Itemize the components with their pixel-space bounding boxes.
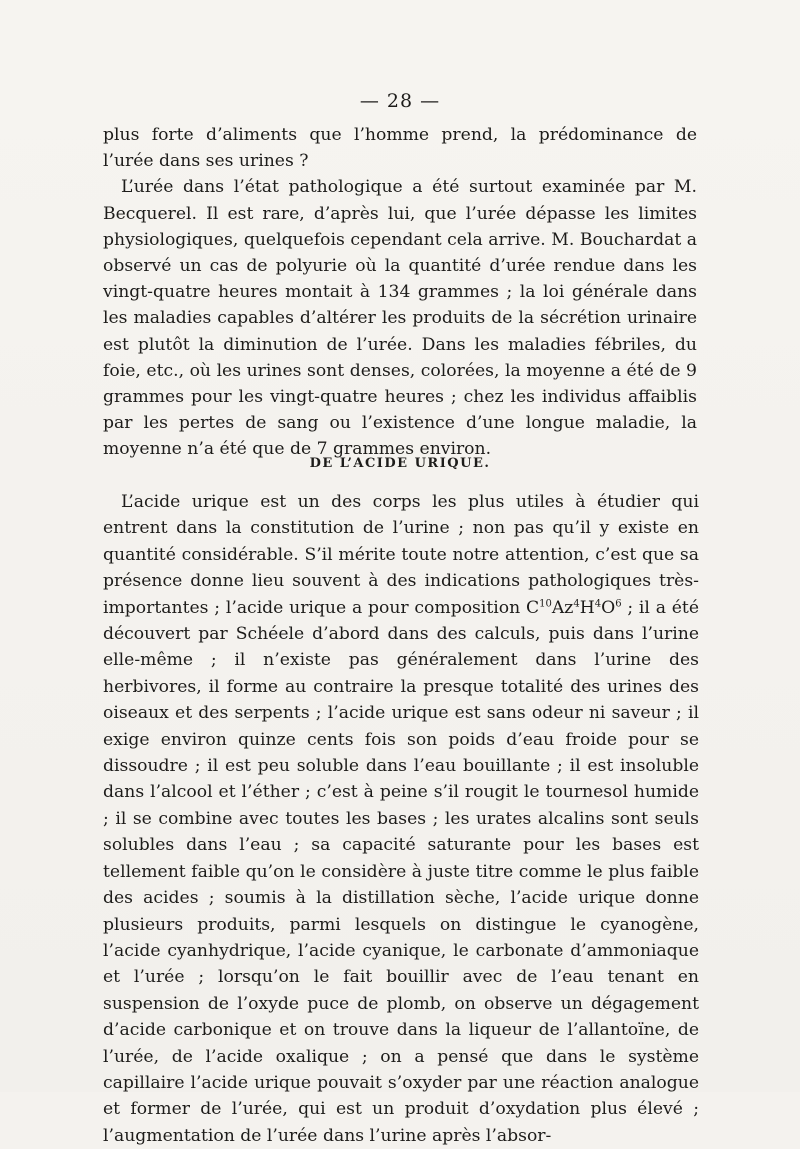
formula-az: Az [551,597,574,618]
paragraph-continuation: plus forte d’aliments que l’homme prend, la prédominance de l’urée dans ses urines ? [103,125,697,172]
paragraph-urea-pathology: L’urée dans l’état pathologique a été surtout examinée par M. Becquerel. Il est rare, d’après lui, que l’urée dépasse les limites physiologiques, quelquefois cependant cela arrive. M. Bouchardat a observé un cas de polyurie où la quantité d’urée rendue dans les vingt-quatre heures montait à 134 grammes ; la loi générale dans les maladies capables d’altérer les produits de la sécrétion urinaire est plutôt la diminution de l’urée. Dans les maladies fébriles, du foie, etc., où les urines sont denses, colorées, la moyenne a été de 9 grammes pour les vingt-quatre heures ; chez les individus affaiblis par les pertes de sang ou l’existence d’une longue maladie, la moyenne n’a été que de 7 grammes environ. [103,177,697,460]
text-block-uric-acid [103,489,699,1149]
formula-c-subscript: 10 [539,597,552,609]
section-heading-uric-acid: DE L’ACIDE URIQUE. [309,456,491,471]
paragraph-uric-acid [103,489,699,1149]
text-block-urea [103,122,697,463]
page-number: — 28 — [359,90,441,112]
paragraph-uric-acid-part2: ; il a été découvert par Schéele d’abord dans des calculs, puis dans l’urine elle-même ; il n’existe pas généralement dans l’urine des herbivores, il forme au contraire la presque totalité des urines des oiseaux et des serpents ; l’acide urique est sans odeur ni saveur ; il exige environ quinze cents fois son poids d’eau froide pour se dissoudre ; il est peu soluble dans l’eau bouillante ; il est insoluble dans l’alcool et l’éther ; c’est à peine s’il rougit le tournesol humide ; il se combine avec toutes les bases ; les urates alcalins sont seuls solubles dans l’eau ; sa capacité saturante pour les bases est tellement faible qu’on le considère à juste titre comme le plus faible des acides ; soumis à la distillation sèche, l’acide urique donne plusieurs produits, parmi lesquels on distingue le cyanogène, l’acide cyanhydrique, l’acide cyanique, le carbonate d’ammoniaque et l’urée ; lorsqu’on le fait bouillir avec de l’eau tenant en suspension de l’oxyde puce de plomb, on observe un dégagement d’acide carbonique et on trouve dans la liqueur de l’allantoïne, de l’urée, de l’acide oxalique ; on a pensé que dans le système capillaire l’acide urique pouvait s’oxyder par une réaction analogue et former de l’urée, qui est un produit d’oxydation plus élevé ; l’augmentation de l’urée dans l’urine après l’absor- [103,597,700,1146]
formula-h: H [579,597,595,618]
paragraph-uric-acid-part1: L’acide urique est un des corps les plus utiles à étudier qui entrent dans la constitution de l’urine ; non pas qu’il y existe en quantité considérable. S’il mérite toute notre attention, c’est que sa présence donne lieu souvent à des indications pathologiques très-importantes ; l’acide urique a pour composition C [103,492,699,618]
formula-az-subscript: 4 [573,597,580,609]
formula-h-subscript: 4 [594,597,602,609]
formula-o-subscript: 6 [615,597,622,609]
formula-o: O [601,597,616,618]
